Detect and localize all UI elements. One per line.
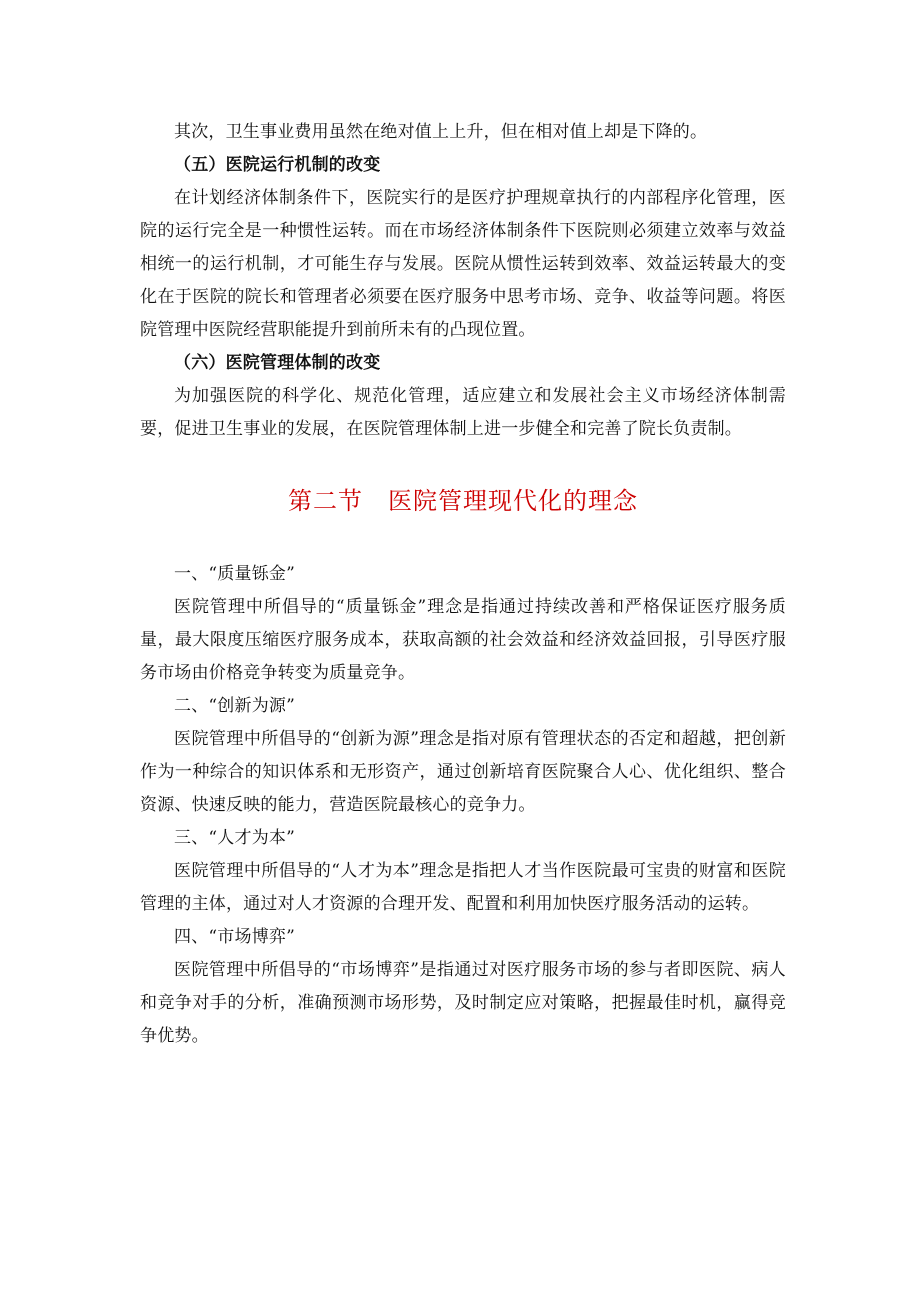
item-paragraph-3: 医院管理中所倡导的“人才为本”理念是指把人才当作医院最可宝贵的财富和医院管理的主体，通过对人才资源的合理开发、配置和利用加快医疗服务活动的运转。: [140, 861, 786, 914]
item-paragraph-2: 医院管理中所倡导的“创新为源”理念是指对原有管理状态的否定和超越，把创新作为一种综合的知识体系和无形资产，通过创新培育医院聚合人心、优化组织、整合资源、快速反映的能力，营造医院最核心的竞争力。: [140, 729, 786, 815]
document-body: [140, 116, 786, 1053]
subheading-6: （六）医院管理体制的改变: [174, 353, 381, 373]
paragraph-5: 在计划经济体制条件下，医院实行的是医疗护理规章执行的内部程序化管理，医院的运行完全是一种惯性运转。而在市场经济体制条件下医院则必须建立效率与效益相统一的运行机制，才可能生存与发展。医院从惯性运转到效率、效益运转最大的变化在于医院的院长和管理者必须要在医疗服务中思考市场、竞争、收益等问题。将医院管理中医院经营职能提升到前所未有的凸现位置。: [140, 188, 786, 340]
item-paragraph-1: 医院管理中所倡导的“质量铄金”理念是指通过持续改善和严格保证医疗服务质量，最大限度压缩医疗服务成本，获取高额的社会效益和经济效益回报，引导医疗服务市场由价格竞争转变为质量竞争。: [140, 597, 786, 683]
item-heading-3: 三、“人才为本”: [174, 828, 295, 848]
subheading-5: （五）医院运行机制的改变: [174, 155, 381, 175]
section-title: 第二节 医院管理现代化的理念: [288, 487, 638, 515]
item-heading-4: 四、“市场博弈”: [174, 927, 295, 947]
item-paragraph-4: 医院管理中所倡导的“市场博弈”是指通过对医疗服务市场的参与者即医院、病人和竞争对手的分析，准确预测市场形势，及时制定应对策略，把握最佳时机，赢得竞争优势。: [140, 960, 786, 1046]
item-heading-1: 一、“质量铄金”: [174, 564, 295, 584]
item-heading-2: 二、“创新为源”: [174, 696, 295, 716]
paragraph-6: 为加强医院的科学化、规范化管理，适应建立和发展社会主义市场经济体制需要，促进卫生事业的发展，在医院管理体制上进一步健全和完善了院长负责制。: [140, 386, 786, 439]
intro-paragraph: 其次，卫生事业费用虽然在绝对值上上升，但在相对值上却是下降的。: [174, 122, 708, 142]
